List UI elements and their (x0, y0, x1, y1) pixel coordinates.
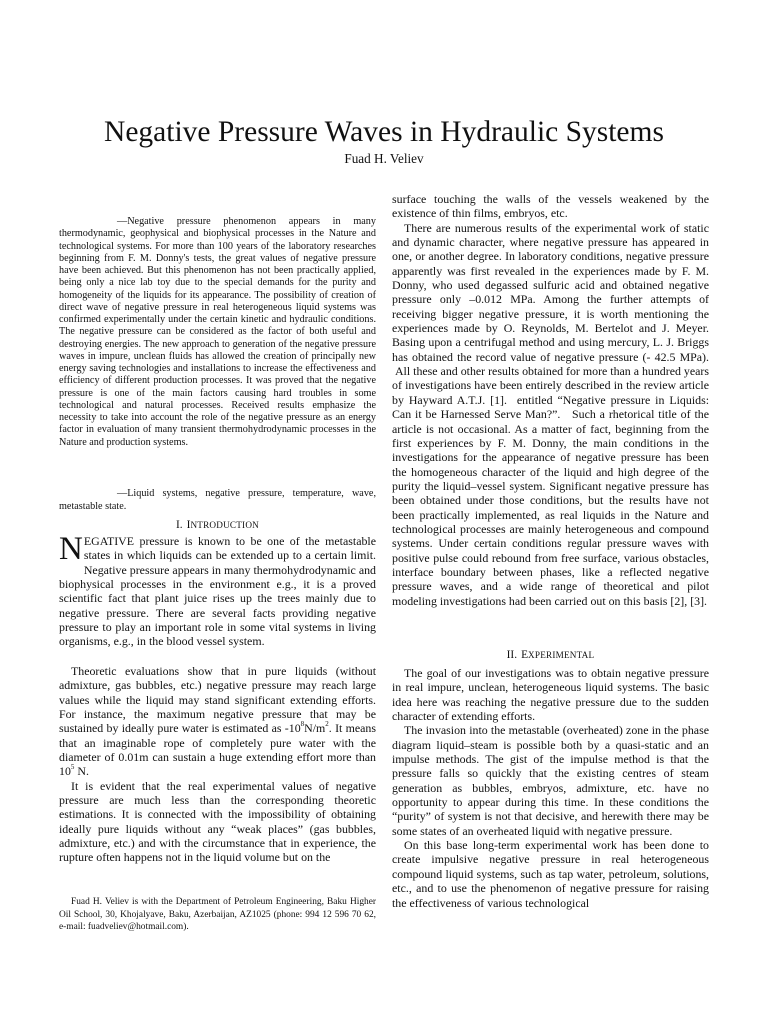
section-heading-experimental (392, 648, 709, 662)
right-column-body (392, 192, 709, 608)
intro-paragraph-2-text-d: N. (74, 764, 89, 779)
section-title-rest: XPERIMENTAL (528, 650, 595, 660)
experimental-paragraph-2: The invasion into the metastable (overheated) zone in the phase diagram liquid–steam is possible both by a quasi-static and an impulse methods. The gist of the impulse method is that the pressure falls so quickly that the existing centres of steam generation as bubbles, embryos, admixture, etc. have no opportunity to appear during this time. In these conditions the “purity” of system is not that decisive, and herewith there may be some states of an overheated liquid with negative pressure. (392, 723, 709, 838)
history-paragraph: There are numerous results of the experimental work of static and dynamic character, where negative pressure has appeared in one, or another degree. In laboratory conditions, negative pressure apparently was first revealed in the experiences made by F. M. Donny, who used degassed sulfuric acid and obtained negative pressure only –0.012 MPa. Among the further attempts of receiving bigger negative pressure, it is worth mentioning the experiences made by O. Reynolds, M. Bertelot and J. Meyer. Basing upon a centrifugal method and using mercury, L. J. Briggs has obtained the record value of negative pressure (- 42.5 MPa). All these and other results obtained for more than a hundred years of investigations have been entirely described in the review article by Hayward A.T.J. [1]. entitled “Negative pressure in Liquids: Can it be Harnessed Serve Man?”. Such a rhetorical title of the article is not occasional. As a matter of fact, beginning from the first experiences by F. M. Donny, the main conditions in the investigations for the appearance of negative pressure has been the homogeneous character of the liquid and high degree of the purity the liquid–vessel system. Significant negative pressure has been obtained under those conditions, but the results have not been practically implemented, as real liquids in the Nature and technological processes are mainly heterogeneous and compound systems. Under certain conditions regular pressure waves with positive pulse could rebound from free surface, various obstacles, interface boundary between phases, like a reflected negative pressure waves, and a wide range of theoretical and pilot modeling investigations had been carried out on this basis [2], [3]. (392, 220, 709, 608)
continued-paragraph: surface touching the walls of the vessels weakened by the existence of thin films, embryos, etc. (392, 192, 709, 221)
section-title-rest: NTRODUCTION (190, 520, 259, 530)
keywords: —Liquid systems, negative pressure, temperature, wave, metastable state. (59, 488, 376, 512)
experimental-body (392, 666, 709, 910)
intro-paragraph-1-text: EGATIVE pressure is known to be one of the metastable states in which liquids can be extended up to a certain limit. Negative pressure appears in many thermohydrodynamic and biophysical processes in the environment e.g., it is a proved scientific fact that plant juice rises up the trees mainly due to negative pressure. There are several facts providing negative pressure to play an important role in some vital systems in living organisms, e.g., in the blood vessel system. (59, 534, 376, 649)
experimental-paragraph-1: The goal of our investigations was to obtain negative pressure in real impure, unclean, heterogeneous liquid systems. The basic idea here was reaching the negative pressure due to the sudden character of extending efforts. (392, 666, 709, 724)
intro-paragraph-2-text-c: . It means that an imaginable rope of completely pure water with the diameter of 0.01m can sustain a huge extending effort more than 10 (59, 721, 376, 779)
superscript: 5 (70, 763, 75, 772)
superscript: 2 (325, 720, 329, 729)
intro-paragraph-2 (59, 664, 376, 779)
drop-cap-letter: N (59, 531, 83, 567)
intro-paragraph-1 (59, 531, 376, 649)
superscript: 8 (300, 720, 305, 729)
abstract: —Negative pressure phenomenon appears in many thermodynamic, geophysical and biophysical processes in the Nature and technological systems. For more than 100 years of the laboratory researches beginning from F. M. Donny's tests, the great values of negative pressure have been achieved. But this phenomenon has not been practically applied, being only a nice lab toy due to the special demands for the purity and homogeneity of the liquids for its appearance. The possibility of creation of direct wave of negative pressure in real heterogeneous liquid systems was confirmed experimentally under the certain kinetic and hydraulic conditions. The negative pressure can be considered as the factor of both useful and destroying energies. The new approach to generation of the negative pressure waves in impure, unclean fluids has allowed the creation of principally new energy saving technologies and installations to increase the effectiveness and efficiency of different production processes. It was proved that the negative pressure is one of the main factors causing hard troubles in some technological and natural processes. Received results emphasize the necessity to take into account the role of the negative pressure as an energy factor in evaluation of many transient thermohydrodynamic processes in the Nature and production systems. (59, 216, 376, 448)
paper-author: Fuad H. Veliev (344, 151, 424, 166)
author-footnote: Fuad H. Veliev is with the Department of Petroleum Engineering, Baku Higher Oil School, 30, Khojalyave, Baku, Azerbaijan, AZ1025 (phone: 994 12 596 70 62, e-mail: fuadveliev@hotmail.com). (59, 897, 376, 932)
intro-paragraph-3: It is evident that the real experimental values of negative pressure are much less than the corresponding theoretic estimations. It is connected with the impossibility of obtaining ideally pure liquids without any “weak places” (gas bubbles, admixture, etc.) and with the circumstance that in experience, the rupture often happens not in the liquid volume but on the (59, 778, 376, 865)
section-heading-introduction (59, 518, 376, 532)
experimental-paragraph-3: On this base long-term experimental work has been done to create impulsive negative pressure in real heterogeneous compound liquid systems, such as tap water, petroleum, solutions, etc., and to use the phenomenon of negative pressure for raising the effectiveness of various technological (392, 838, 709, 910)
paper-title: Negative Pressure Waves in Hydraulic Systems (104, 116, 664, 148)
section-title-initial: E (521, 649, 529, 661)
intro-paragraph-2-text-a: Theoretic evaluations show that in pure liquids (without admixture, gas bubbles, etc.) negative pressure may reach large values while the liquid may stand significant extending efforts. For instance, the maximum negative pressure that may be sustained by ideally pure water is estimated as -10 (59, 664, 376, 736)
intro-paragraph-2-text-b: N/m (304, 721, 326, 736)
intro-body (59, 664, 376, 865)
section-number: I. (175, 519, 183, 531)
section-title-initial: I (186, 519, 191, 531)
section-number: II. (506, 649, 518, 661)
